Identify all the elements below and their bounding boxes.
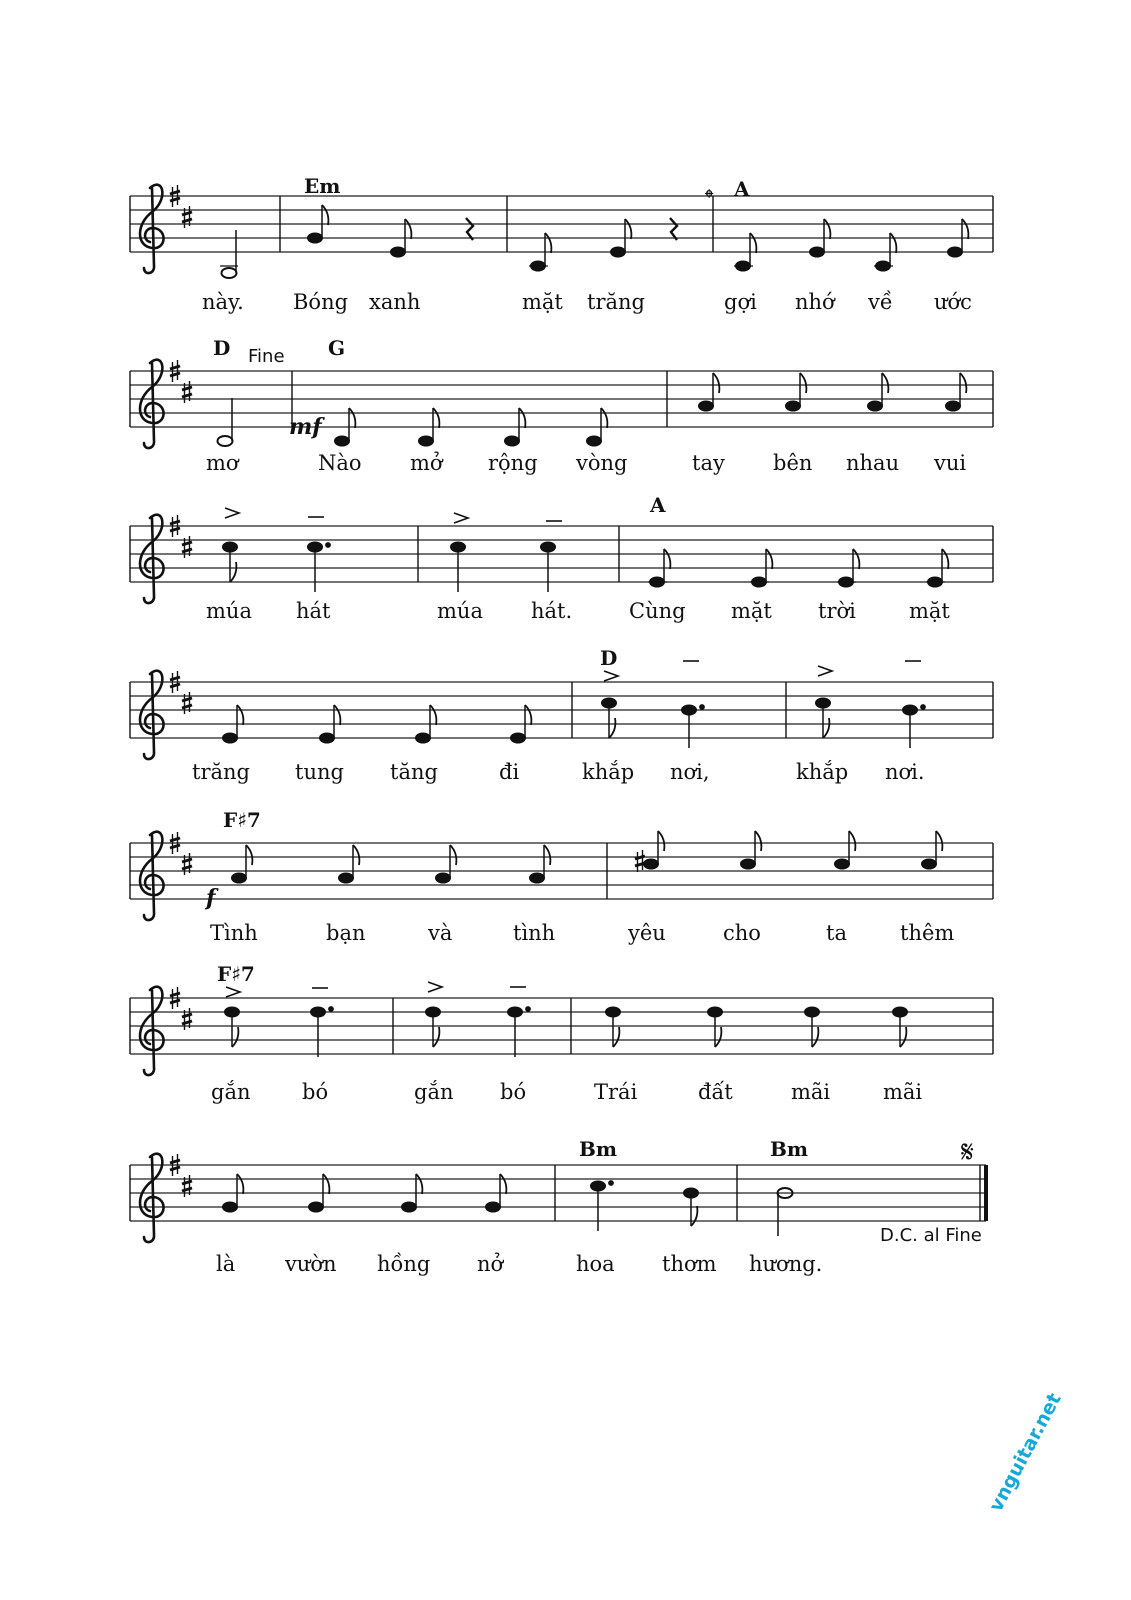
lyric-syllable: hoa — [576, 1252, 615, 1276]
lyric-syllable: bó — [500, 1080, 527, 1104]
chord-symbol: Bm — [770, 1137, 809, 1161]
lyric-syllable: tay — [692, 451, 725, 475]
treble-clef-icon — [140, 671, 164, 759]
lyric-syllable: thêm — [900, 921, 955, 945]
sharp-icon — [182, 381, 192, 403]
lyric-syllable: vườn — [285, 1252, 337, 1276]
lyric-syllable: thơm — [662, 1252, 717, 1276]
system-1 — [130, 174, 993, 314]
lyric-syllable: vòng — [576, 451, 628, 475]
sharp-icon — [182, 692, 192, 714]
clef-key — [140, 671, 192, 759]
chord-symbol: F♯7 — [217, 962, 255, 986]
lyric-syllable: bên — [773, 451, 813, 475]
staff-lines — [130, 682, 993, 738]
lyric-syllable: Cùng — [629, 599, 686, 623]
clef-key — [140, 360, 192, 448]
fine-marker: Fine — [248, 346, 285, 367]
lyric-syllable: Bóng — [293, 290, 349, 314]
chord-symbol: Bm — [579, 1137, 618, 1161]
lyric-syllable: hát. — [531, 599, 573, 623]
treble-clef-icon — [140, 515, 164, 603]
lyric-syllable: là — [216, 1252, 236, 1276]
system-5 — [130, 808, 993, 945]
lyric-syllable: tình — [513, 921, 556, 945]
staff-lines — [130, 843, 993, 899]
lyric-syllable: hát — [296, 599, 331, 623]
staff-lines — [130, 371, 993, 427]
lyric-syllable: khắp — [796, 760, 849, 784]
articulations — [226, 982, 526, 997]
sharp-icon — [182, 853, 192, 875]
treble-clef-icon — [140, 832, 164, 920]
chord-symbol: Em — [304, 174, 341, 198]
lyric-syllable: tung — [295, 760, 344, 784]
sharp-icon — [635, 850, 645, 872]
sharp-icon — [182, 1008, 192, 1030]
lyric-syllable: mặt — [522, 290, 563, 314]
lyric-syllable: nơi, — [670, 760, 710, 784]
notes — [223, 1174, 793, 1236]
system-4 — [130, 646, 993, 784]
lyric-syllable: nở — [477, 1252, 504, 1276]
clef-key — [140, 987, 192, 1075]
lyric-syllable: này. — [202, 290, 244, 314]
lyric-syllable: vui — [934, 451, 967, 475]
staff-lines — [130, 196, 993, 252]
lyric-syllable: khắp — [582, 760, 635, 784]
system-3 — [130, 493, 993, 623]
lyric-syllable: cho — [723, 921, 761, 945]
lyric-syllable: mở — [410, 451, 443, 475]
notes — [225, 1007, 908, 1057]
treble-clef-icon — [140, 185, 164, 273]
clef-key — [140, 832, 192, 920]
lyric-syllable: nơi. — [885, 760, 925, 784]
staff-lines — [130, 1165, 986, 1221]
notes — [218, 373, 967, 446]
clef-key — [140, 515, 192, 603]
lyric-syllable: trời — [818, 599, 856, 623]
sharp-icon — [182, 1175, 192, 1197]
lyric-syllable: đi — [499, 760, 520, 784]
system-6 — [130, 962, 993, 1104]
treble-clef-icon — [140, 1154, 164, 1242]
lyric-syllable: Trái — [594, 1080, 638, 1104]
lyric-syllable: đất — [698, 1080, 733, 1104]
chord-symbol: A — [650, 493, 666, 517]
lyric-syllable: Nào — [318, 451, 362, 475]
lyric-syllable: múa — [437, 599, 483, 623]
lyrics-line — [216, 1252, 822, 1276]
lyric-syllable: mơ — [206, 451, 239, 475]
lyric-syllable: Tình — [210, 921, 258, 945]
lyric-syllable: yêu — [628, 921, 666, 945]
clef-key — [140, 1154, 192, 1242]
dynamic-marking: mf — [289, 414, 322, 440]
lyric-syllable: ta — [826, 921, 847, 945]
chord-symbol: F♯7 — [223, 808, 261, 832]
lyric-syllable: mặt — [909, 599, 950, 623]
dc-al-fine-marker: D.C. al Fine — [880, 1225, 982, 1246]
chord-symbol: D — [213, 336, 231, 360]
lyric-syllable: hồng — [377, 1252, 431, 1276]
segno-icon: 𝄋 — [961, 1135, 974, 1170]
clef-key — [140, 185, 192, 273]
staff-lines — [130, 526, 993, 582]
treble-clef-icon — [140, 987, 164, 1075]
lyric-syllable: mãi — [791, 1080, 831, 1104]
lyrics-line — [206, 599, 950, 623]
lyric-syllable: rộng — [488, 451, 538, 475]
notes — [220, 205, 968, 278]
notes — [223, 542, 949, 592]
lyric-syllable: bạn — [326, 921, 366, 945]
lyric-syllable: và — [428, 921, 453, 945]
sharp-icon — [182, 206, 192, 228]
chord-symbol: D — [600, 646, 618, 670]
lyric-syllable: trăng — [192, 760, 250, 784]
lyric-syllable: trăng — [587, 290, 645, 314]
sharp-icon — [182, 536, 192, 558]
articulations — [225, 508, 562, 523]
lyric-syllable: tăng — [390, 760, 438, 784]
lyrics-line — [192, 760, 925, 784]
lyric-syllable: hương. — [749, 1252, 823, 1276]
treble-clef-icon — [140, 360, 164, 448]
lyric-syllable: nhau — [846, 451, 900, 475]
lyric-syllable: gợi — [724, 290, 757, 314]
lyric-syllable: mãi — [883, 1080, 923, 1104]
chord-symbol: A — [734, 177, 750, 201]
staff-lines — [130, 998, 993, 1054]
lyric-syllable: ước — [934, 290, 972, 314]
system-2 — [130, 336, 993, 475]
lyrics-line — [211, 1080, 922, 1104]
lyric-syllable: múa — [206, 599, 252, 623]
lyrics-line — [202, 290, 972, 314]
lyric-syllable: bó — [302, 1080, 329, 1104]
lyric-syllable: về — [868, 290, 893, 314]
coda-icon: 𝄌 — [705, 184, 714, 212]
dynamic-marking: f — [206, 885, 216, 911]
system-7 — [130, 1135, 986, 1276]
lyric-syllable: mặt — [731, 599, 772, 623]
lyrics-line — [210, 921, 954, 945]
articulations — [604, 661, 921, 681]
lyric-syllable: nhớ — [795, 290, 835, 314]
lyrics-line — [206, 451, 966, 475]
lyric-syllable: gắn — [414, 1080, 454, 1104]
lyric-syllable: xanh — [369, 290, 421, 314]
notes — [223, 698, 926, 748]
lyric-syllable: gắn — [211, 1080, 251, 1104]
watermark-text: vnguitar.net — [985, 1389, 1066, 1516]
chord-symbol: G — [328, 336, 346, 360]
